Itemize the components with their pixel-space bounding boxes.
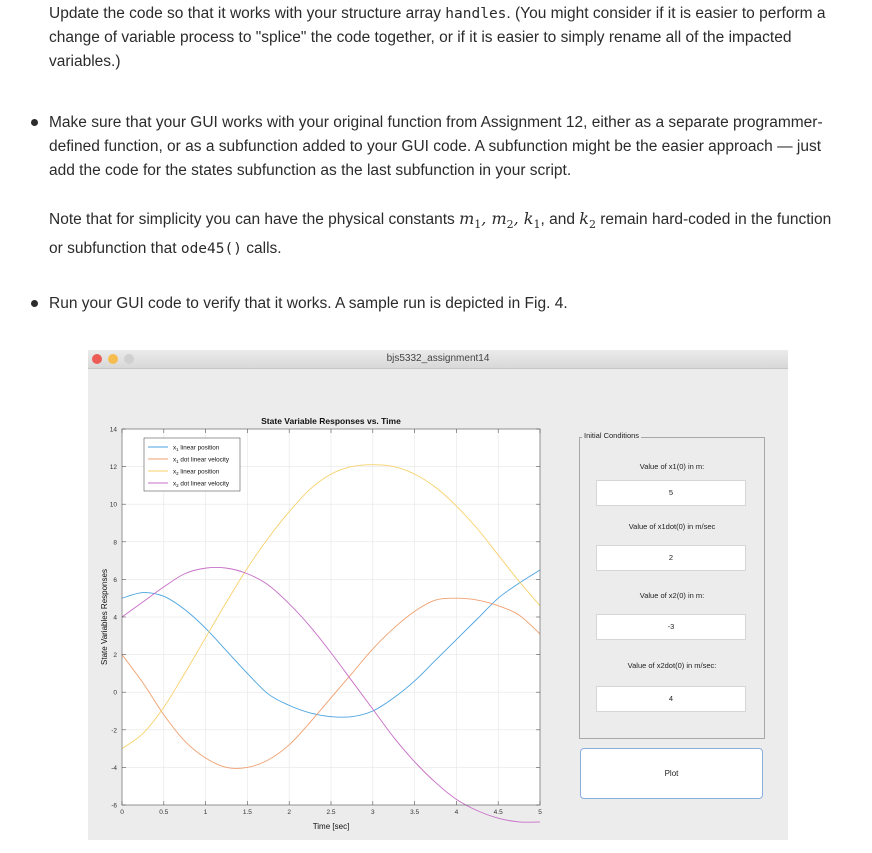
legend-text: dot linear velocity	[178, 456, 230, 464]
x-tick-label: 0.5	[159, 809, 169, 816]
legend-subscript: 2	[176, 482, 179, 488]
y-tick-label: -4	[111, 764, 117, 772]
y-tick-label: 8	[113, 539, 117, 547]
plot-button[interactable]: Plot	[580, 748, 763, 799]
ode45-code: ode45()	[180, 241, 242, 258]
legend-x: x	[173, 456, 177, 464]
y-tick-label: 4	[113, 614, 117, 622]
legend-text: dot linear velocity	[178, 480, 230, 488]
y-tick-label: 12	[109, 464, 117, 472]
y-tick-label: -6	[111, 802, 117, 810]
y-tick-label: 2	[113, 652, 117, 660]
x1-label: Value of x1(0) in m:	[639, 462, 705, 471]
legend-subscript: 2	[176, 470, 179, 476]
handles-code: handles	[445, 6, 507, 22]
legend-text: linear position	[178, 468, 220, 476]
bullet-run-gui: Run your GUI code to verify that it works. A sample run is depicted in Fig. 4.	[49, 295, 568, 312]
legend-subscript: 1	[176, 446, 179, 452]
x-axis-label: Time [sec]	[312, 822, 350, 831]
bullet-gui-function: Make sure that your GUI works with your original function from Assignment 12, either as a separate programmer-defined function, or as a subfunction added to your GUI code. A subfunction might be the easier approach — just add the code for the states subfunction as the last subfunction in your script.	[49, 114, 823, 179]
x-tick-label: 5	[538, 809, 542, 816]
math-m: m	[459, 209, 475, 228]
y-tick-label: 14	[109, 426, 117, 434]
math-k: k	[579, 209, 589, 228]
x1-input[interactable]: 5	[596, 480, 746, 506]
window-title: bjs5332_assignment14	[386, 353, 490, 364]
x2dot-label: Value of x2dot(0) in m/sec:	[627, 661, 717, 670]
x-tick-label: 1	[203, 809, 208, 816]
note-after1: remain hard-coded in the function	[595, 211, 832, 228]
x-tick-label: 4	[454, 809, 459, 816]
x1dot-input[interactable]: 2	[596, 545, 746, 571]
x1dot-label: Value of x1dot(0) in m/sec	[628, 522, 716, 531]
legend-entry	[173, 456, 230, 464]
legend-entry	[173, 468, 220, 476]
x-tick-label: 4.5	[493, 809, 503, 816]
paragraph-note	[49, 207, 849, 261]
x-tick-label: 3	[370, 809, 375, 816]
y-tick-label: 0	[113, 689, 117, 697]
legend-subscript: 1	[176, 458, 179, 464]
math-sub: 2	[588, 218, 596, 232]
math-sub: 1	[474, 218, 482, 232]
title-bar	[88, 350, 788, 369]
legend-entry	[173, 444, 220, 452]
math-k2	[579, 209, 596, 232]
note-and: , and	[540, 211, 580, 228]
y-axis-label: State Variables Responses	[100, 569, 109, 665]
legend-x: x	[173, 480, 177, 488]
bullet-dot	[31, 300, 38, 307]
bullet-dot	[31, 119, 38, 126]
x2dot-input[interactable]: 4	[596, 686, 746, 712]
x2-input[interactable]: -3	[596, 614, 746, 640]
y-tick-label: 10	[109, 501, 117, 509]
panel-title: Initial Conditions	[584, 431, 640, 440]
x-tick-label: 1.5	[242, 809, 252, 816]
legend	[144, 438, 240, 491]
legend-x: x	[173, 468, 177, 476]
math-k: k	[523, 209, 534, 228]
note-before: Note that for simplicity you can have the physical constants	[49, 211, 460, 228]
x-tick-label: 2	[287, 809, 292, 816]
p1-text-after: . (You might consider if it is easier to perform a change of variable process to "splice" the code together, or if it is easier to simply rename all of the impacted variables.)	[49, 5, 826, 70]
x-tick-label: 2.5	[326, 809, 336, 816]
note-line2-after: calls.	[241, 240, 282, 258]
math-constants: $m_1$, $m_2$, $k_1$	[459, 209, 541, 232]
chart-title: State Variable Responses vs. Time	[261, 416, 401, 426]
plot-area	[88, 368, 558, 840]
x2-label: Value of x2(0) in m:	[639, 591, 705, 600]
legend-entry	[173, 480, 230, 488]
legend-text: linear position	[178, 444, 220, 452]
x-tick-label: 3.5	[410, 809, 420, 816]
p1-text-before: Update the code so that it works with your structure array	[49, 5, 446, 22]
math-sub: 2	[506, 218, 514, 232]
paragraph-update-code	[49, 2, 849, 74]
legend-x: x	[173, 444, 177, 452]
math-m: m	[491, 209, 507, 228]
y-tick-label: -2	[111, 727, 117, 735]
initial-conditions-panel	[579, 431, 765, 739]
y-tick-label: 6	[113, 576, 117, 584]
x-tick-label: 0	[120, 809, 124, 816]
math-sub: 1	[533, 218, 541, 232]
gui-window	[88, 350, 788, 840]
note-line2-before: or subfunction that	[49, 240, 181, 258]
